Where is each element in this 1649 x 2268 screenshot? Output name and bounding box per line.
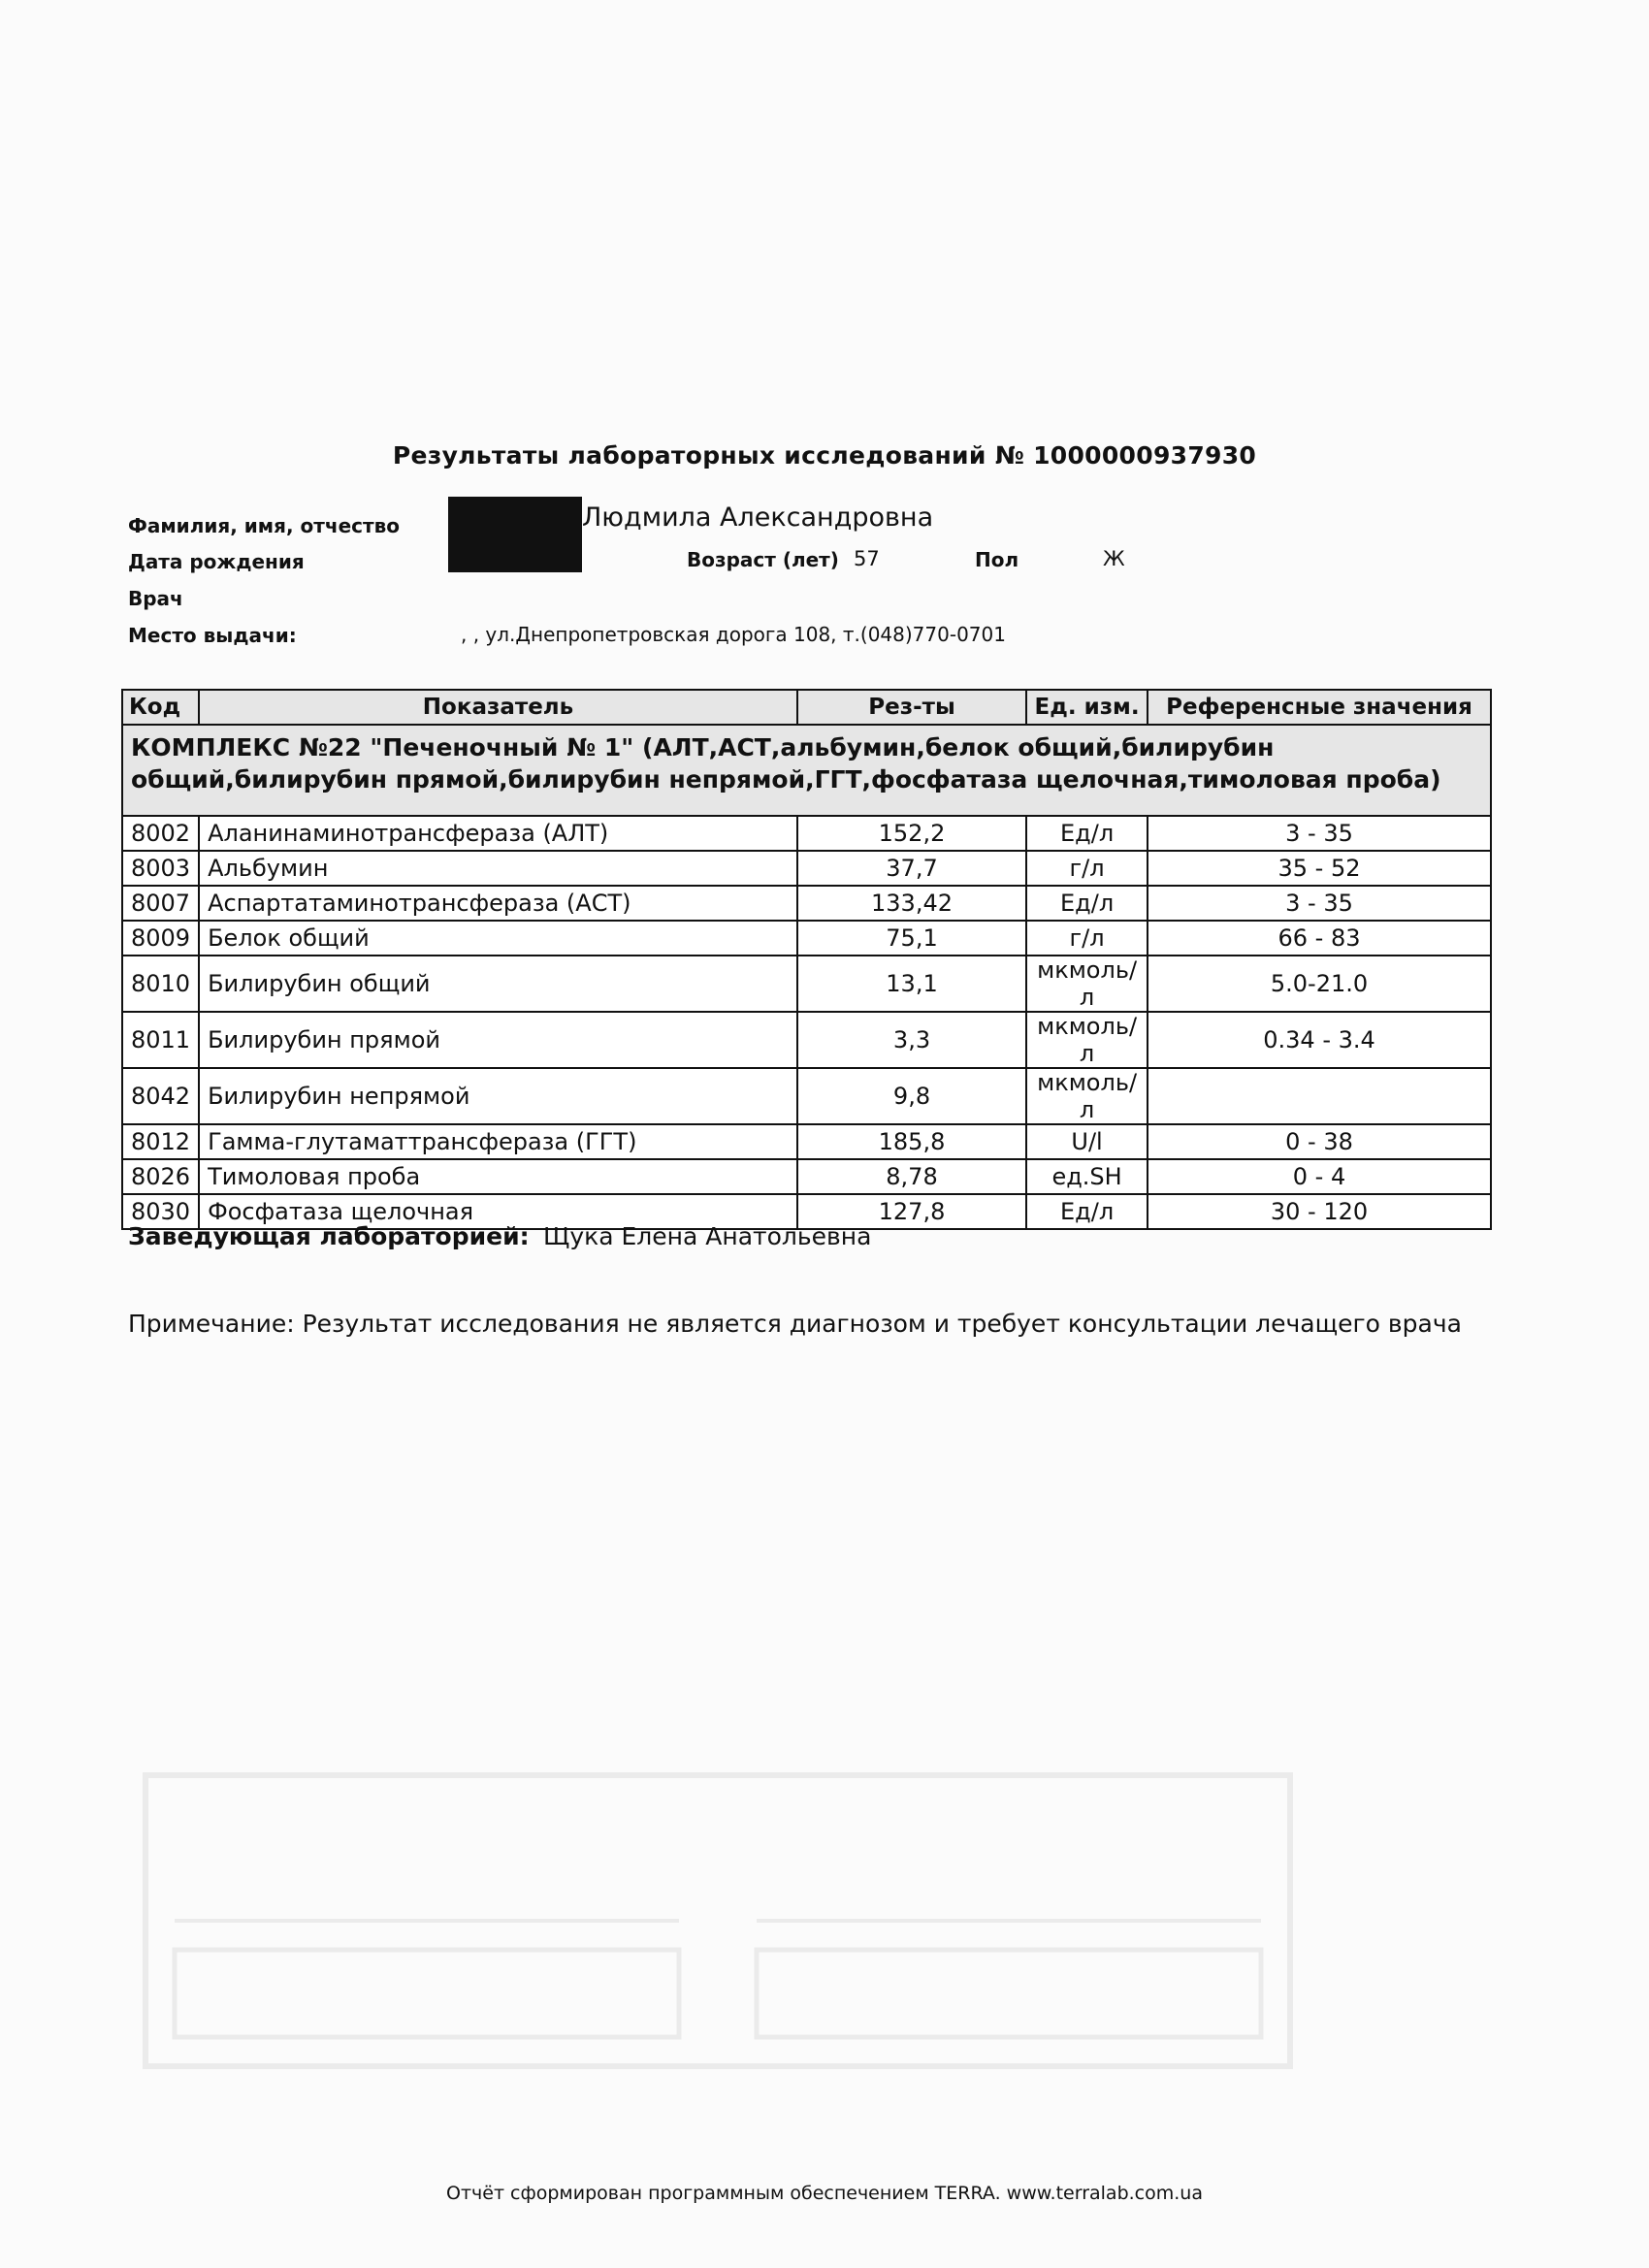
lab-head-label: Заведующая лабораторией: [128,1222,530,1250]
row-name: Билирубин общий [199,956,797,1012]
row-unit: мкмоль/л [1026,956,1148,1012]
row-name: Гамма-глутаматтрансфераза (ГГТ) [199,1124,797,1159]
row-name: Билирубин прямой [199,1012,797,1068]
row-unit: Ед/л [1026,886,1148,921]
row-ref: 0 - 4 [1148,1159,1491,1194]
row-code: 8030 [122,1194,199,1229]
row-result: 9,8 [797,1068,1026,1124]
row-ref: 3 - 35 [1148,886,1491,921]
row-result: 127,8 [797,1194,1026,1229]
row-code: 8003 [122,851,199,886]
table-row [122,1068,1491,1124]
row-unit: U/l [1026,1124,1148,1159]
table-row [122,956,1491,1012]
row-result: 185,8 [797,1124,1026,1159]
col-ref-header: Референсные значения [1148,690,1491,725]
table-row [122,851,1491,886]
table-row [122,1124,1491,1159]
results-table [121,689,1492,1230]
row-name: Альбумин [199,851,797,886]
redaction-block [448,497,582,572]
row-unit: ед.SH [1026,1159,1148,1194]
row-name: Аспартатаминотрансфераза (АСТ) [199,886,797,921]
row-ref: 30 - 120 [1148,1194,1491,1229]
row-name: Белок общий [199,921,797,956]
row-unit: г/л [1026,921,1148,956]
row-ref: 0 - 38 [1148,1124,1491,1159]
complex-title: КОМПЛЕКС №22 "Печеночный № 1" (АЛТ,АСТ,альбумин,белок общий,билирубин общий,билирубин прямой,билирубин непрямой,ГГТ,фосфатаза щелочная,тимоловая проба) [122,725,1491,816]
row-code: 8009 [122,921,199,956]
row-result: 133,42 [797,886,1026,921]
row-name: Фосфатаза щелочная [199,1194,797,1229]
row-code: 8010 [122,956,199,1012]
note-text: Примечание: Результат исследования не является диагнозом и требует консультации лечащего врача [128,1310,1462,1338]
row-code: 8002 [122,816,199,851]
row-result: 8,78 [797,1159,1026,1194]
row-code: 8011 [122,1012,199,1068]
row-result: 13,1 [797,956,1026,1012]
row-name: Билирубин непрямой [199,1068,797,1124]
col-unit-header: Ед. изм. [1026,690,1148,725]
row-ref: 0.34 - 3.4 [1148,1012,1491,1068]
table-row [122,1012,1491,1068]
table-row [122,921,1491,956]
age-label: Возраст (лет) [687,548,839,571]
row-ref: 35 - 52 [1148,851,1491,886]
col-result-header: Рез-ты [797,690,1026,725]
col-code-header: Код [122,690,199,725]
row-ref: 3 - 35 [1148,816,1491,851]
age-value: 57 [854,547,880,570]
row-code: 8042 [122,1068,199,1124]
complex-row [122,725,1491,816]
report-title: Результаты лабораторных исследований № 1000000937930 [392,441,1257,470]
fio-value: Людмила Александровна [582,502,934,533]
row-ref: 5.0-21.0 [1148,956,1491,1012]
row-unit: Ед/л [1026,1194,1148,1229]
row-ref [1148,1068,1491,1124]
table-row [122,1159,1491,1194]
row-result: 37,7 [797,851,1026,886]
sex-value: Ж [1103,547,1125,570]
row-unit: мкмоль/л [1026,1012,1148,1068]
row-name: Тимоловая проба [199,1159,797,1194]
row-result: 3,3 [797,1012,1026,1068]
sex-label: Пол [975,548,1019,571]
col-name-header: Показатель [199,690,797,725]
doctor-label: Врач [128,587,183,610]
row-code: 8007 [122,886,199,921]
row-code: 8012 [122,1124,199,1159]
lab-head-value: Щука Елена Анатольевна [543,1222,872,1250]
fio-label: Фамилия, имя, отчество [128,514,400,537]
row-unit: Ед/л [1026,816,1148,851]
footer-text: Отчёт сформирован программным обеспечением TERRA. www.terralab.com.ua [446,2183,1203,2204]
row-result: 75,1 [797,921,1026,956]
row-code: 8026 [122,1159,199,1194]
table-header-row [122,690,1491,725]
row-result: 152,2 [797,816,1026,851]
place-label: Место выдачи: [128,624,297,647]
faded-stamp-icon [136,1766,1300,2076]
row-unit: г/л [1026,851,1148,886]
row-unit: мкмоль/л [1026,1068,1148,1124]
table-row [122,886,1491,921]
birth-label: Дата рождения [128,550,305,573]
table-row [122,816,1491,851]
place-value: , , ул.Днепропетровская дорога 108, т.(048)770-0701 [461,623,1006,646]
row-name: Аланинаминотрансфераза (АЛТ) [199,816,797,851]
row-ref: 66 - 83 [1148,921,1491,956]
